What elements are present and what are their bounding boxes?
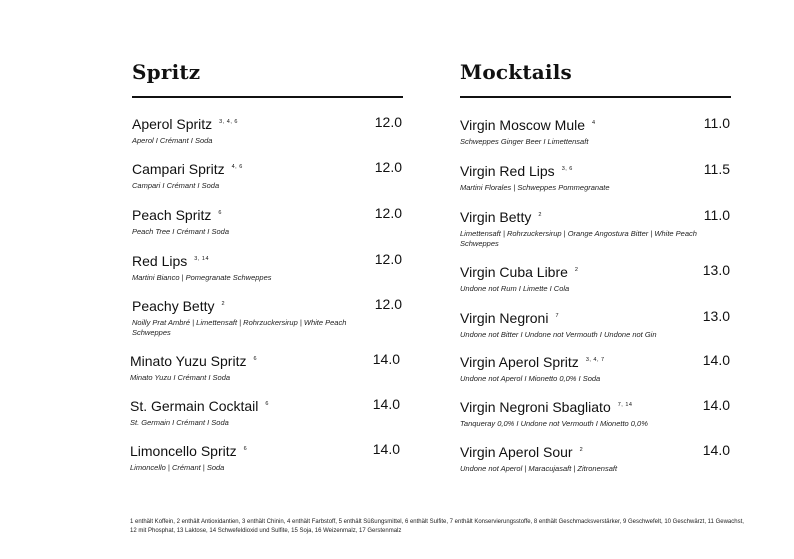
item-description: Undone not Aperol I Mionetto 0,0% I Soda (460, 374, 601, 383)
item-price: 11.0 (703, 115, 730, 131)
item-description: Tanqueray 0,0% I Undone not Vermouth I Mionetto 0,0% (460, 419, 648, 428)
item-name: Virgin Aperol Sour $^2$ (460, 444, 584, 460)
item-price: 12.0 (374, 296, 402, 312)
item-notes: 3, 6 (561, 166, 573, 172)
item-description: Martini Bianco | Pomegranate Schweppes (132, 273, 272, 282)
mocktail-item-virgin-cuba-libre (460, 262, 730, 294)
item-price: 14.0 (372, 351, 400, 367)
item-name: Campari Spritz $^{4, 6}$ (132, 161, 243, 177)
item-price: 11.5 (703, 161, 730, 177)
spritz-item-red-lips (132, 251, 402, 283)
item-notes: 6 (253, 356, 258, 362)
mocktail-item-virgin-betty (460, 207, 730, 249)
item-notes: 6 (218, 210, 222, 216)
allergen-footnote: 1 enthält Koffein, 2 enthält Antioxidantien, 3 enthält Chinin, 4 enthält Farbstoff, 5 enthält Süßungsmittel, 6 enthält Sulfite, 7 enthält Konservierungsstoffe, 8 enthält Geschmacksverstärker, 9 Geschwefelt, 10 Geschwärzt, 11 Gewachst, 12 mit Phosphat, 13 Laktose, 14 Schwefeldioxid und Sulfite, 15 Soja, 16 Weizenmalz, 17 Gerstenmalz (130, 519, 744, 534)
item-notes: 7 (555, 313, 560, 319)
spritz-item-minato-yuzu-spritz (130, 351, 400, 383)
item-name: Virgin Betty $^2$ (460, 209, 542, 225)
item-description: Limoncello | Crémant | Soda (130, 463, 225, 472)
item-notes: 3, 14 (194, 256, 209, 262)
item-price: 14.0 (702, 397, 730, 413)
item-price: 14.0 (372, 441, 400, 457)
item-price: 13.0 (702, 262, 730, 278)
item-price: 14.0 (372, 396, 400, 412)
item-name: Peach Spritz $^6$ (132, 207, 222, 223)
item-notes: 4 (592, 120, 596, 126)
item-notes: 7, 14 (617, 402, 633, 408)
mocktail-item-virgin-aperol-sour (460, 442, 730, 474)
item-notes: 3, 4, 7 (585, 357, 605, 363)
item-description: Schweppes Ginger Beer I Limettensaft (460, 137, 589, 146)
item-description: St. Germain I Crémant I Soda (130, 418, 229, 427)
mocktail-item-virgin-aperol-spritz (460, 352, 730, 384)
item-description: Martini Florales | Schweppes Pommegranate (460, 183, 610, 192)
item-description: Undone not Aperol | Maracujasaft | Zitronensaft (460, 464, 618, 473)
spritz-item-aperol-spritz (132, 114, 402, 146)
item-notes: 6 (265, 401, 269, 407)
item-notes: 4, 6 (231, 164, 243, 170)
item-name: Peachy Betty $^2$ (132, 298, 226, 314)
spritz-item-st-germain-cocktail (130, 396, 400, 428)
item-notes: 2 (221, 301, 226, 307)
spritz-item-peach-spritz (132, 205, 402, 237)
item-description: Limettensaft | Rohrzuckersirup | Orange Angostura Bitter | White Peach Schweppes (460, 229, 697, 248)
item-name: Virgin Negroni $^7$ (460, 310, 560, 326)
item-description: Undone not Rum I Limette I Cola (460, 284, 570, 293)
item-name: Aperol Spritz $^{3, 4, 6}$ (132, 116, 238, 132)
mocktails-title: Mocktails (460, 60, 572, 84)
spritz-item-campari-spritz (132, 159, 402, 191)
item-description: Noilly Prat Ambré | Limettensaft | Rohrzuckersirup | White Peach Schweppes (132, 318, 347, 337)
item-name: Limoncello Spritz $^6$ (130, 443, 248, 459)
item-name: Virgin Moscow Mule $^4$ (460, 117, 596, 133)
spritz-item-peachy-betty (132, 296, 402, 338)
mocktail-item-virgin-moscow-mule (460, 115, 730, 147)
item-name: Virgin Cuba Libre $^2$ (460, 264, 579, 280)
item-price: 12.0 (374, 114, 402, 130)
item-notes: 2 (579, 447, 584, 453)
spritz-title: Spritz (132, 60, 201, 84)
item-price: 12.0 (374, 205, 402, 221)
item-description: Minato Yuzu I Crémant I Soda (130, 373, 231, 382)
mocktails-divider (460, 96, 731, 98)
spritz-divider (132, 96, 403, 98)
spritz-item-limoncello-spritz (130, 441, 400, 473)
mocktail-item-virgin-red-lips (460, 161, 730, 193)
item-name: Virgin Aperol Spritz $^{3, 4, 7}$ (460, 354, 605, 370)
mocktail-item-virgin-negroni-sbagliato (460, 397, 730, 429)
item-price: 14.0 (702, 352, 730, 368)
item-price: 11.0 (703, 207, 730, 223)
item-name: Minato Yuzu Spritz $^6$ (130, 353, 258, 369)
item-name: Virgin Negroni Sbagliato $^{7, 14}$ (460, 399, 633, 415)
item-description: Peach Tree I Crémant I Soda (132, 227, 229, 236)
item-price: 13.0 (702, 308, 730, 324)
item-notes: 6 (243, 446, 248, 452)
item-notes: 2 (574, 267, 579, 273)
item-price: 14.0 (702, 442, 730, 458)
item-notes: 2 (538, 212, 542, 218)
item-price: 12.0 (374, 159, 402, 175)
item-notes: 3, 4, 6 (219, 119, 238, 125)
item-name: St. Germain Cocktail $^6$ (130, 398, 269, 414)
mocktail-item-virgin-negroni (460, 308, 730, 340)
item-price: 12.0 (374, 251, 402, 267)
item-description: Undone not Bitter I Undone not Vermouth I Undone not Gin (460, 330, 657, 339)
item-name: Red Lips $^{3, 14}$ (132, 253, 209, 269)
item-name: Virgin Red Lips $^{3, 6}$ (460, 163, 573, 179)
item-description: Campari I Crémant I Soda (132, 181, 220, 190)
item-description: Aperol I Crémant I Soda (132, 136, 213, 145)
